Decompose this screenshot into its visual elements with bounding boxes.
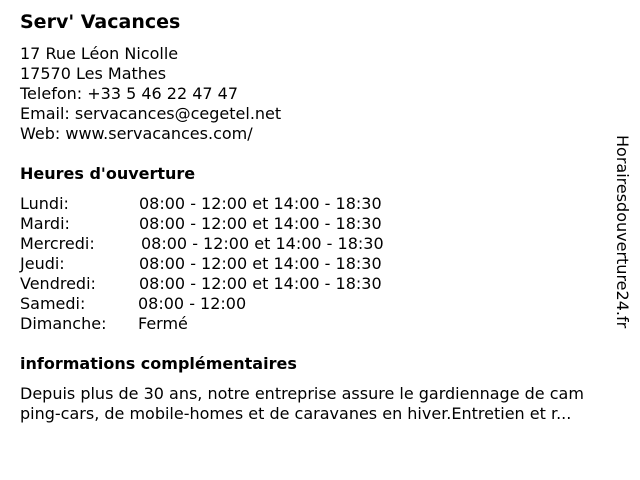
hours-row-saturday xyxy=(20,294,440,314)
street-address: 17 Rue Léon Nicolle xyxy=(20,44,179,63)
day-label: Mercredi: xyxy=(20,234,95,253)
day-label: Jeudi: xyxy=(20,254,65,273)
site-watermark xyxy=(612,135,636,347)
watermark-text: Horairesdouverture24.fr xyxy=(613,135,632,329)
city: 17570 Les Mathes xyxy=(20,64,167,83)
email-address: Email: servacances@cegetel.net xyxy=(20,104,282,123)
website: Web: www.servacances.com/ xyxy=(20,124,253,143)
description-line: ping-cars, de mobile-homes et de caravanes en hiver.Entretien et r... xyxy=(20,404,572,423)
phone-number: Telefon: +33 5 46 22 47 47 xyxy=(20,84,239,103)
hours-row-thursday xyxy=(20,254,440,274)
additional-info-heading: informations complémentaires xyxy=(20,354,297,373)
day-label: Dimanche: xyxy=(20,314,107,333)
hours-row-friday xyxy=(20,274,440,294)
time-value: Fermé xyxy=(138,314,188,333)
time-value: 08:00 - 12:00 et 14:00 - 18:30 xyxy=(139,194,382,213)
hours-row-monday xyxy=(20,194,440,214)
hours-row-tuesday xyxy=(20,214,440,234)
business-name: Serv' Vacances xyxy=(20,11,181,33)
time-value: 08:00 - 12:00 et 14:00 - 18:30 xyxy=(139,254,382,273)
time-value: 08:00 - 12:00 et 14:00 - 18:30 xyxy=(141,234,384,253)
time-value: 08:00 - 12:00 et 14:00 - 18:30 xyxy=(139,274,382,293)
address-block xyxy=(20,44,281,144)
hours-row-sunday xyxy=(20,314,440,334)
hours-row-wednesday xyxy=(20,234,440,254)
opening-hours-heading: Heures d'ouverture xyxy=(20,164,196,183)
day-label: Mardi: xyxy=(20,214,70,233)
additional-info-text xyxy=(20,356,620,424)
time-value: 08:00 - 12:00 xyxy=(138,294,247,313)
day-label: Samedi: xyxy=(20,294,86,313)
opening-hours-table xyxy=(20,194,440,334)
day-label: Vendredi: xyxy=(20,274,96,293)
day-label: Lundi: xyxy=(20,194,69,213)
time-value: 08:00 - 12:00 et 14:00 - 18:30 xyxy=(139,214,382,233)
description-line: Depuis plus de 30 ans, notre entreprise assure le gardiennage de cam xyxy=(20,384,584,403)
